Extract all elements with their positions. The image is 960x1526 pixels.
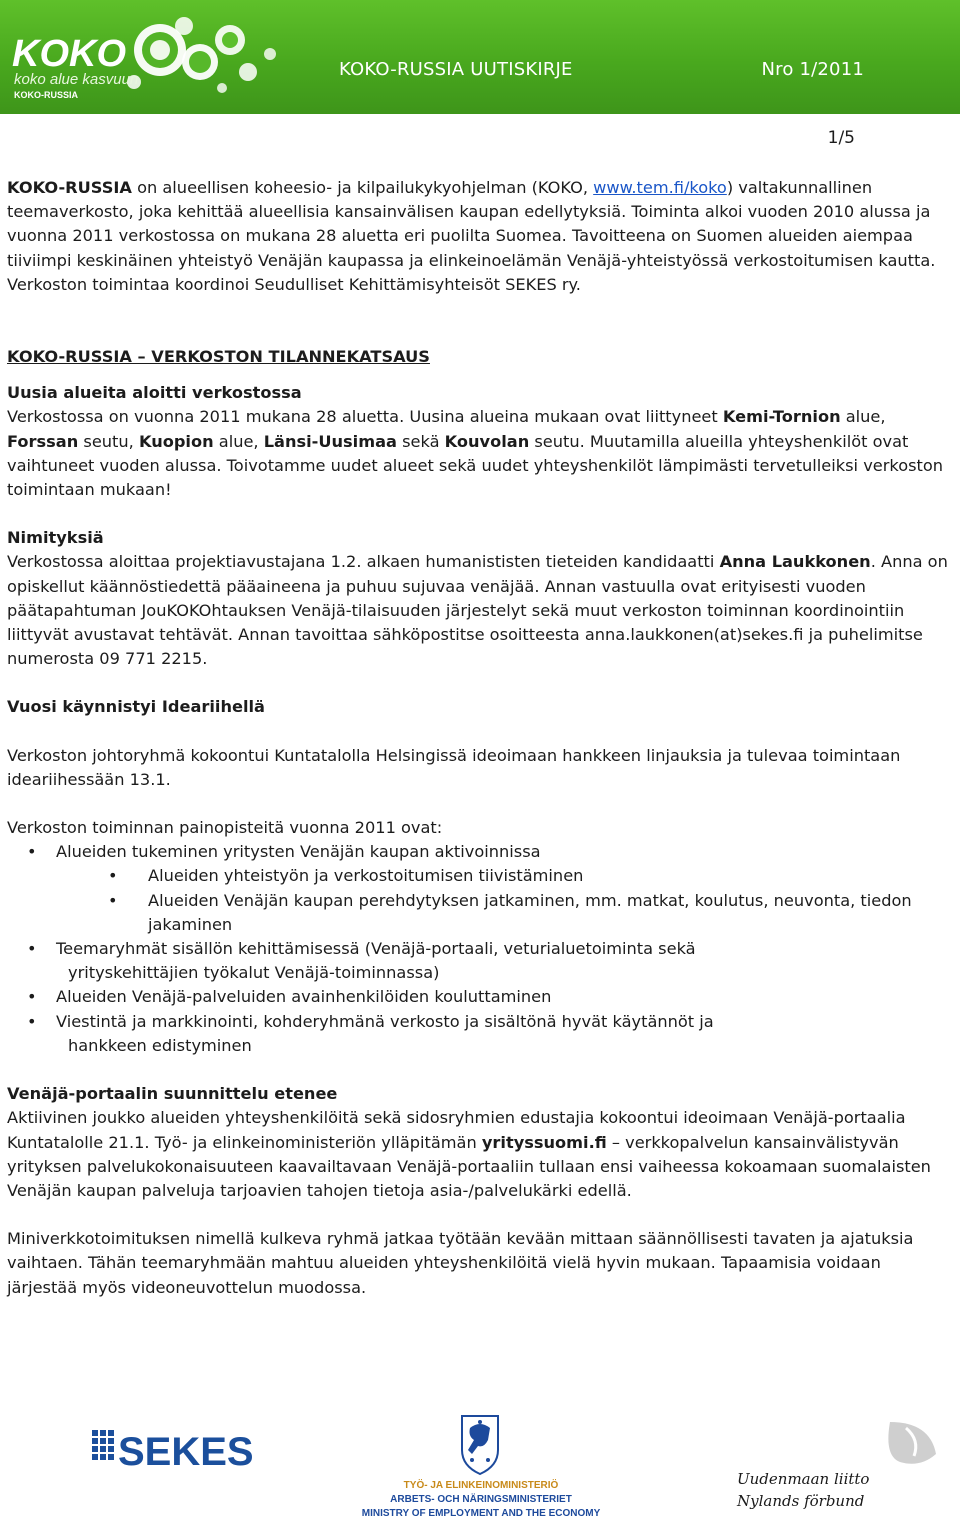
intro-text-a: on alueellisen koheesio- ja kilpailukykyohjelman (KOKO,	[131, 178, 594, 197]
appointments-paragraph	[7, 550, 953, 671]
bullet-icon: •	[27, 1011, 37, 1031]
uusimaa-emblem-icon	[888, 1422, 936, 1464]
bullet-icon: •	[27, 987, 37, 1007]
new-areas-heading-text: Uusia alueita aloitti verkostossa	[7, 383, 302, 403]
area-name: Länsi-Uusimaa	[263, 431, 397, 451]
page-number: 1/5	[827, 128, 855, 148]
ideas-paragraph: Verkoston johtoryhmä kokoontui Kuntatalolla Helsingissä ideoimaan hankkeen linjauksia ja tulevaa toimintaan ideariihessään 13.1.	[7, 745, 901, 789]
list-item	[7, 864, 953, 888]
text-span: sekä	[396, 431, 445, 451]
bullet-icon: •	[27, 939, 37, 959]
mini-editorial-paragraph: Miniverkkotoimituksen nimellä kulkeva ryhmä jatkaa työtään kevään mittaan säännöllisesti tavaten ja ajatuksia vaihtaen. Tähän teemaryhmään mahtuu alueiden yhteyshenkilöitä vielä hyvin mukaan. Tapaamisia voidaan järjestää myös videoneuvottelun muodossa.	[7, 1229, 914, 1297]
ministry-name-sv: ARBETS- OCH NÄRINGSMINISTERIET	[390, 1494, 572, 1505]
list-item	[7, 889, 953, 937]
new-areas-paragraph	[7, 405, 953, 502]
appointments-heading-text: Nimityksiä	[7, 528, 104, 548]
bullet-icon: •	[27, 842, 37, 862]
list-item	[7, 840, 953, 864]
list-item-text: Teemaryhmät sisällön kehittämisessä (Venäjä-portaali, veturialuetoiminta sekä	[56, 939, 696, 959]
bullet-icon: •	[108, 890, 118, 910]
uusimaa-logo	[736, 1422, 936, 1510]
sekes-logo	[92, 1430, 254, 1474]
text-span: seutu. Muutamilla alueilla yhteyshenkilöt ovat vaihtuneet vuoden alussa. Toivotamme uudet alueet sekä uudet yhteyshenkilöt lämpimästi tervetulleiksi verkoston toimintaan mukaan!	[7, 431, 944, 500]
ideas-heading-text: Vuosi käynnistyi Ideariihellä	[7, 697, 265, 717]
text-span: Verkostossa on vuonna 2011 mukana 28 aluetta. Uusina alueina mukaan ovat liittyneet	[7, 407, 723, 427]
site-name: yrityssuomi.fi	[481, 1132, 607, 1152]
list-item	[7, 937, 953, 985]
area-name: Kemi-Tornion	[722, 407, 841, 427]
list-item-text: Alueiden Venäjän kaupan perehdytyksen jatkaminen, mm. matkat, koulutus, neuvonta, tiedon jakaminen	[148, 890, 912, 934]
status-heading	[7, 345, 953, 369]
list-item-text: Alueiden Venäjä-palveluiden avainhenkilöiden kouluttaminen	[56, 987, 552, 1007]
logo-bubbles-icon	[127, 17, 276, 93]
koko-link[interactable]: www.tem.fi/koko	[593, 178, 727, 197]
ministry-logo	[362, 1478, 601, 1519]
ministry-name-en: MINISTRY OF EMPLOYMENT AND THE ECONOMY	[361, 1508, 601, 1519]
text-span: alue,	[840, 407, 886, 427]
koko-logo	[8, 12, 348, 108]
uusimaa-name-sv: Nylands förbund	[737, 1492, 865, 1510]
list-item	[7, 1010, 953, 1058]
footer-logos	[0, 1410, 960, 1526]
newsletter-body	[7, 176, 953, 1300]
area-name: Forssan	[7, 431, 79, 451]
appointments-heading	[7, 526, 953, 550]
priorities-intro: Verkoston toiminnan painopisteitä vuonna 2011 ovat:	[7, 818, 443, 838]
new-areas-heading	[7, 381, 953, 405]
newsletter-title: KOKO-RUSSIA UUTISKIRJE	[339, 59, 573, 80]
area-name: Kuopion	[138, 431, 214, 451]
text-span: . Anna on opiskellut käännöstiedettä pääaineena ja puhuu sujuvaa venäjää. Annan vastuulla ovat erityisesti vuoden päätapahtuman JouKOKOhtauksen Venäjä-tilaisuuden järjestelyt sekä muut verkoston toiminnan koordinointiin liittyvät avustavat tehtävät. Annan tavoittaa sähköpostitse osoitteesta anna.laukkonen(at)sekes.fi ja puhelimitse numerosta 09 771 2215.	[7, 552, 948, 669]
text-span: seutu,	[78, 431, 139, 451]
list-item-text: Alueiden yhteistyön ja verkostoitumisen tiivistäminen	[148, 866, 584, 886]
text-span: – verkkopalvelun kansainvälistyvän yrityksen palvelukokonaisuuteen kaavailtavaan Venäjä-portaaliin tullaan ensi vaiheessa kokoamaan suomalaisten Venäjän kaupan palveluja tarjoavien tahojen tietoja asia-/palvelukärki edellä.	[7, 1132, 931, 1200]
intro-text-b: ) valtakunnallinen teemaverkosto, joka kehittää alueellisia kansainvälisen kaupan edellytyksiä. Toiminta alkoi vuoden 2010 alussa ja vuonna 2011 verkostossa on mukana 28 aluetta eri puolilta Suomea. Tavoitteena on Suomen alueiden aiempaa tiiviimpi keskinäinen yhteistyö Venäjän kaupassa ja elinkeinoelämän Venäjä-yhteistyössä verkostoitumisen kautta. Verkoston toimintaa koordinoi Seudulliset Kehittämisyhteisöt SEKES ry.	[7, 178, 936, 294]
logo-sub: KOKO-RUSSIA	[14, 90, 79, 100]
bullet-icon: •	[108, 866, 118, 886]
area-name: Kouvolan	[444, 431, 530, 451]
status-heading-text: KOKO-RUSSIA – VERKOSTON TILANNEKATSAUS	[7, 347, 430, 367]
ministry-name-fi: TYÖ- JA ELINKEINOMINISTERIÖ	[403, 1480, 559, 1491]
ideas-heading	[7, 695, 953, 719]
lion-crest-icon	[462, 1416, 498, 1474]
brand-name: KOKO-RUSSIA	[7, 178, 132, 197]
issue-number: Nro 1/2011	[761, 59, 864, 80]
person-name: Anna Laukkonen	[719, 552, 871, 572]
portal-heading	[7, 1082, 953, 1106]
intro-paragraph	[7, 176, 953, 297]
text-span: alue,	[213, 431, 264, 451]
list-item-text: Alueiden tukeminen yritysten Venäjän kaupan aktivoinnissa	[56, 842, 541, 862]
list-item-text: Viestintä ja markkinointi, kohderyhmänä verkosto ja sisältönä hyvät käytännöt ja	[56, 1011, 714, 1031]
list-item	[7, 985, 953, 1009]
portal-heading-text: Venäjä-portaalin suunnittelu etenee	[7, 1084, 338, 1104]
list-item-text: hankkeen edistyminen	[68, 1035, 252, 1055]
text-span: Aktiivinen joukko alueiden yhteyshenkilöitä sekä sidosryhmien edustajia kokoontui ideoimaan Venäjä-portaalia Kuntatalolle 21.1. Työ- ja elinkeinoministeriön ylläpitämän	[7, 1108, 906, 1152]
portal-paragraph	[7, 1106, 953, 1203]
text-span: Verkostossa aloittaa projektiavustajana 1.2. alkaen humanististen tieteiden kandidaatti	[7, 552, 720, 572]
newsletter-header	[0, 0, 960, 114]
uusimaa-name-fi: Uudenmaan liitto	[737, 1470, 870, 1488]
logo-name: KOKO	[12, 33, 126, 75]
logo-tagline: koko alue kasvuun	[14, 71, 139, 88]
list-item-text: yrityskehittäjien työkalut Venäjä-toiminnassa)	[68, 963, 440, 983]
sekes-wordmark: SEKES	[118, 1430, 254, 1474]
